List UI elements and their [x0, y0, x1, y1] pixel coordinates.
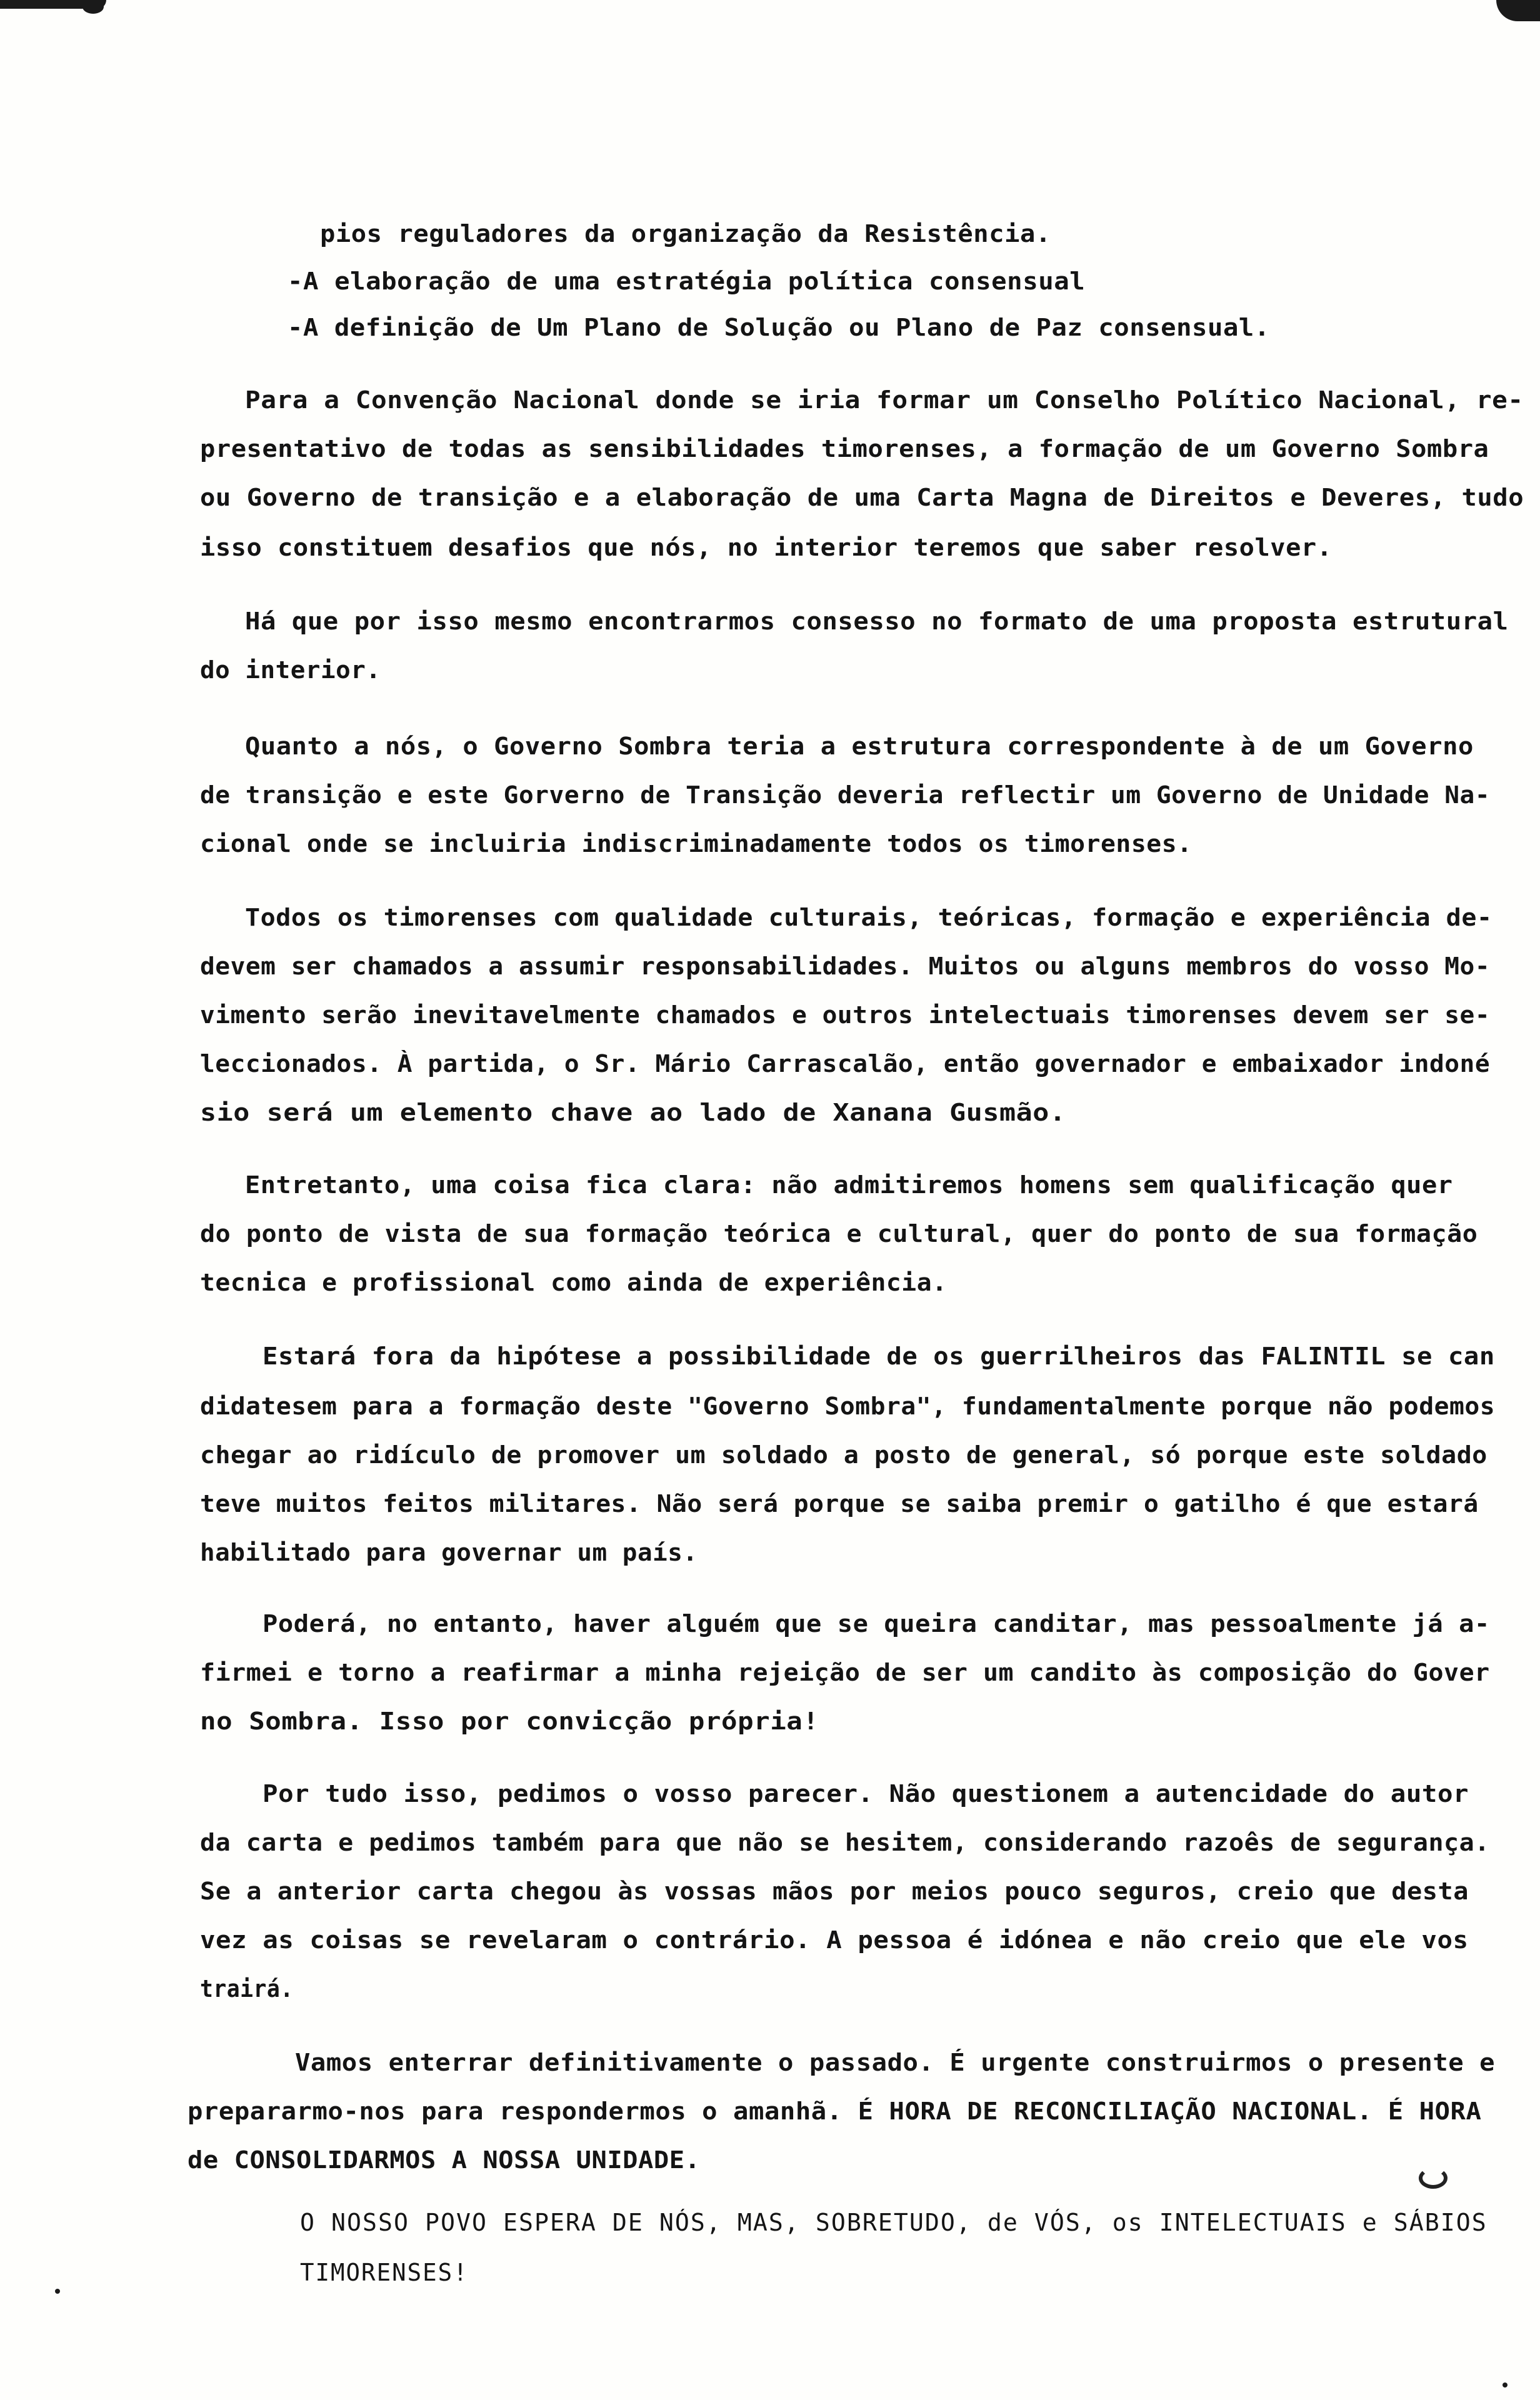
text-line: chegar ao ridículo de promover um soldado a posto de general, só porque este soldado [200, 1441, 1488, 1469]
text-line: prepararmo-nos para respondermos o amanhã. É HORA DE RECONCILIAÇÃO NACIONAL. É HORA [188, 2098, 1482, 2125]
text-line: Entretanto, uma coisa fica clara: não admitiremos homens sem qualificação quer [245, 1171, 1453, 1199]
text-line: Para a Convenção Nacional donde se iria formar um Conselho Político Nacional, re- [245, 386, 1524, 414]
text-line: TIMORENSES! [300, 2259, 469, 2286]
text-line: cional onde se incluiria indiscriminadamente todos os timorenses. [200, 830, 1192, 858]
text-line: leccionados. À partida, o Sr. Mário Carrascalão, então governador e embaixador indoné [200, 1050, 1491, 1078]
scan-speck [1502, 2382, 1508, 2388]
text-line: do interior. [200, 656, 381, 684]
text-line: presentativo de todas as sensibilidades timorenses, a formação de um Governo Sombra [200, 435, 1489, 462]
text-line: de transição e este Gorverno de Transição deveria reflectir um Governo de Unidade Na- [200, 781, 1491, 809]
text-line: firmei e torno a reafirmar a minha rejeição de ser um candito às composição do Gover [200, 1659, 1490, 1686]
text-line: habilitado para governar um país. [200, 1539, 698, 1566]
text-line: -A definição de Um Plano de Solução ou Plano de Paz consensual. [288, 314, 1270, 341]
text-line: da carta e pedimos também para que não se hesitem, considerando razoês de segurança. [200, 1829, 1490, 1856]
text-line: Todos os timorenses com qualidade culturais, teóricas, formação e experiência de- [245, 904, 1492, 931]
text-line: ou Governo de transição e a elaboração de uma Carta Magna de Direitos e Deveres, tudo [200, 484, 1524, 511]
text-line: Vamos enterrar definitivamente o passado. É urgente construirmos o presente e [295, 2049, 1496, 2076]
text-line: Quanto a nós, o Governo Sombra teria a estrutura correspondente à de um Governo [245, 732, 1474, 760]
text-line: Há que por isso mesmo encontrarmos consesso no formato de uma proposta estrutural [245, 608, 1509, 635]
text-line: Por tudo isso, pedimos o vosso parecer. Não questionem a autencidade do autor [262, 1780, 1469, 1808]
text-line: teve muitos feitos militares. Não será porque se saiba premir o gatilho é que estará [200, 1490, 1479, 1518]
scan-corner-mark-top-right [1496, 0, 1540, 21]
text-line: de CONSOLIDARMOS A NOSSA UNIDADE. [188, 2146, 701, 2174]
scan-ink-blot [82, 0, 104, 14]
text-line: vez as coisas se revelaram o contrário. A pessoa é idónea e não creio que ele vos [200, 1926, 1469, 1954]
text-line: Estará fora da hipótese a possibilidade de os guerrilheiros das FALINTIL se can [262, 1342, 1495, 1370]
text-line: tecnica e profissional como ainda de experiência. [200, 1269, 948, 1296]
text-line: Poderá, no entanto, haver alguém que se queira canditar, mas pessoalmente já a- [262, 1610, 1490, 1638]
text-line: vimento serão inevitavelmente chamados e outros intelectuais timorenses devem ser se- [200, 1001, 1491, 1029]
text-line: isso constituem desafios que nós, no interior teremos que saber resolver. [200, 534, 1332, 561]
text-line: no Sombra. Isso por convicção própria! [200, 1708, 819, 1735]
scan-speck [55, 2289, 60, 2294]
ink-smudge [1419, 2168, 1448, 2189]
text-line: sio será um elemento chave ao lado de Xanana Gusmão. [200, 1099, 1066, 1126]
text-line: didatesem para a formação deste "Governo Sombra", fundamentalmente porque não podemos [200, 1392, 1496, 1420]
text-line: devem ser chamados a assumir responsabilidades. Muitos ou alguns membros do vosso Mo- [200, 952, 1491, 980]
text-line: do ponto de vista de sua formação teórica e cultural, quer do ponto de sua formação [200, 1220, 1478, 1248]
text-line: pios reguladores da organização da Resistência. [320, 220, 1051, 248]
text-line: O NOSSO POVO ESPERA DE NÓS, MAS, SOBRETUDO, de VÓS, os INTELECTUAIS e SÁBIOS [300, 2209, 1488, 2236]
text-line: Se a anterior carta chegou às vossas mãos por meios pouco seguros, creio que desta [200, 1878, 1469, 1905]
text-line: trairá. [200, 1975, 294, 2002]
text-line: -A elaboração de uma estratégia política consensual [288, 268, 1086, 295]
